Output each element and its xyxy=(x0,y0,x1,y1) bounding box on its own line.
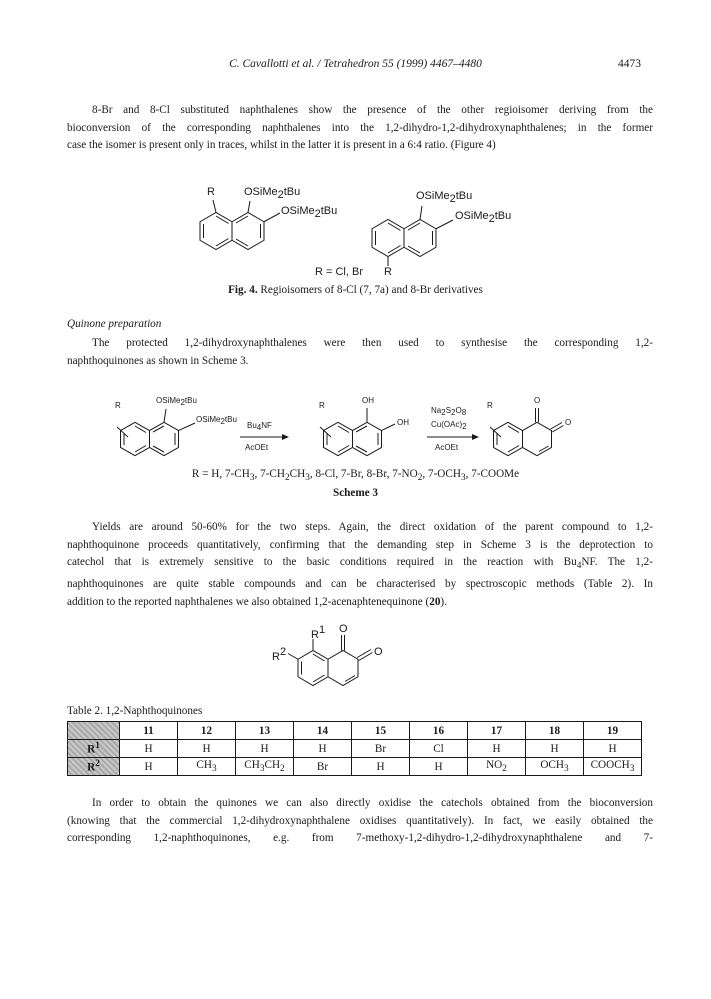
substituent-label: R xyxy=(115,401,121,410)
column-header: 16 xyxy=(410,722,468,740)
substituent-label: O xyxy=(565,418,572,427)
protected-diol-structure xyxy=(117,409,195,456)
table-cell: $OCH_3$ xyxy=(526,758,584,776)
table-cell: H xyxy=(410,758,468,776)
substituent-label: O xyxy=(339,623,348,635)
table-cell: H xyxy=(584,740,642,758)
substituent-label: OSiMe2tBu xyxy=(416,190,473,205)
arrow-head xyxy=(282,434,289,440)
table2-structure xyxy=(270,615,430,705)
arrow-head xyxy=(472,434,479,440)
table-cell: H xyxy=(178,740,236,758)
text-line: naphthoquinones are quite stable compounds and can be characterised by spectroscopic methods (Table 2). In xyxy=(67,578,653,591)
table-cell: H xyxy=(294,740,352,758)
table-cell: Cl xyxy=(410,740,468,758)
substituent-label: OSiMe2tBu xyxy=(196,415,237,426)
table-cell: Br xyxy=(294,758,352,776)
substituent-label: O xyxy=(374,646,383,658)
header-citation: C. Cavallotti et al. / Tetrahedron 55 (1999) 4467–4480 xyxy=(229,58,482,70)
r-definition: R = Cl, Br xyxy=(315,266,363,278)
text-line: case the isomer is present only in traces, whilst in the latter it is present in a 6:4 ratio. (Figure 4) xyxy=(67,139,496,152)
text-line: (knowing that the commercial 1,2-dihydroxynaphthalene oxidises quantitatively). In fact, we easily obtained the xyxy=(67,814,653,827)
substituent-label: OSiMe2tBu xyxy=(455,210,512,225)
table-cell: H xyxy=(468,740,526,758)
scheme3 xyxy=(100,393,620,469)
table-header-row xyxy=(68,722,642,740)
column-header: 17 xyxy=(468,722,526,740)
table-cell: Br xyxy=(352,740,410,758)
scheme-title: Scheme 3 xyxy=(332,487,379,499)
table-corner-cell xyxy=(68,722,120,740)
solvent-label: AcOEt xyxy=(435,443,459,452)
text-line: naphthoquinones as shown in Scheme 3. xyxy=(67,354,249,367)
column-header: 15 xyxy=(352,722,410,740)
table-cell: $CH_3$ xyxy=(178,758,236,776)
text-line: In order to obtain the quinones we can also directly oxidise the catechols obtained from the bioconversion xyxy=(92,797,653,809)
naphthalene-structure-left xyxy=(200,200,280,250)
substituent-label: OH xyxy=(362,396,374,405)
table-cell: H xyxy=(120,740,178,758)
column-header: 12 xyxy=(178,722,236,740)
naphthoquinone-table xyxy=(67,721,642,776)
table-cell: H xyxy=(236,740,294,758)
row-header: $R^1$ xyxy=(68,740,120,758)
table-row xyxy=(68,740,642,758)
table-cell: $NO_2$ xyxy=(468,758,526,776)
quinone-paragraph xyxy=(67,335,653,370)
column-header: 13 xyxy=(236,722,294,740)
table-cell: $COOCH_3$ xyxy=(584,758,642,776)
naphthoquinone-structure xyxy=(490,408,564,456)
column-header: 19 xyxy=(584,722,642,740)
column-header: 14 xyxy=(294,722,352,740)
table-cell: H xyxy=(352,758,410,776)
final-paragraph xyxy=(67,795,653,848)
substituent-label: R1 xyxy=(311,624,326,641)
table-cell: H xyxy=(120,758,178,776)
text-line: bioconversion of the corresponding naphthalenes into the 1,2-dihydro-1,2-dihydroxynaphthalenes; in the former xyxy=(67,121,653,134)
reagent-label: Na2S2O8 xyxy=(431,406,467,417)
column-header: 18 xyxy=(526,722,584,740)
table-cell: H xyxy=(526,740,584,758)
caption-label: Fig. 4. xyxy=(228,284,258,296)
text-line: naphthoquinone proceeds quantitatively, confirming that the demanding step in Scheme 3 is the deprotection to xyxy=(67,538,653,551)
page-number: 4473 xyxy=(618,58,641,70)
solvent-label: AcOEt xyxy=(245,443,269,452)
section-title: Quinone preparation xyxy=(67,318,162,330)
substituent-label: R2 xyxy=(272,646,287,663)
r-group-definitions: R = H, $7-CH_3$, $7-CH_2CH_3$, 8-Cl, 7-Br, 8-Br, $7-NO_2$, $7-OCH_3$, 7-COOMe xyxy=(191,468,520,484)
fig4-structures xyxy=(180,178,540,278)
table-row xyxy=(68,758,642,776)
intro-paragraph xyxy=(67,102,653,155)
column-header: 11 xyxy=(120,722,178,740)
naphthalene-structure-right xyxy=(372,206,453,266)
substituent-label: R xyxy=(384,266,392,278)
text-line: catechol that is extremely sensitive to the basic conditions required in the reaction with $Bu_4NF$. The 1,2- xyxy=(67,556,653,572)
substituent-label: OSiMe2tBu xyxy=(281,205,338,220)
caption-text: Regioisomers of 8-Cl (7, 7a) and 8-Br derivatives xyxy=(257,284,483,296)
substituent-label: R xyxy=(487,401,493,410)
figure-caption xyxy=(0,284,711,296)
text-line: Yields are around 50-60% for the two steps. Again, the direct oxidation of the parent compound to 1,2- xyxy=(92,521,653,533)
reagent-label: Bu4NF xyxy=(247,421,272,432)
substituent-label: OSiMe2tBu xyxy=(156,396,197,407)
row-header: $R^2$ xyxy=(68,758,120,776)
text-line: 8-Br and 8-Cl substituted naphthalenes show the presence of the other regioisomer deriving from the xyxy=(92,104,653,116)
yield-paragraph xyxy=(67,519,653,611)
naphthoquinone-structure xyxy=(288,635,373,686)
reagent-label: Cu(OAc)2 xyxy=(431,420,467,431)
text-line: addition to the reported naphthalenes we also obtained 1,2-acenaphtenequinone (20). xyxy=(67,595,447,608)
table-cell: $CH_3CH_2$ xyxy=(236,758,294,776)
substituent-label: O xyxy=(534,396,541,405)
substituent-label: OSiMe2tBu xyxy=(244,186,301,201)
table-caption: Table 2. 1,2-Naphthoquinones xyxy=(67,705,203,717)
text-line: The protected 1,2-dihydroxynaphthalenes were then used to synthesise the corresponding 1,2- xyxy=(92,337,653,349)
substituent-label: R xyxy=(319,401,325,410)
text-line: corresponding 1,2-naphthoquinones, e.g. from 7-methoxy-1,2-dihydro-1,2-dihydroxynaphthalene and 7- xyxy=(67,832,653,845)
substituent-label: R xyxy=(207,186,215,198)
substituent-label: OH xyxy=(397,418,409,427)
catechol-structure xyxy=(320,408,395,456)
